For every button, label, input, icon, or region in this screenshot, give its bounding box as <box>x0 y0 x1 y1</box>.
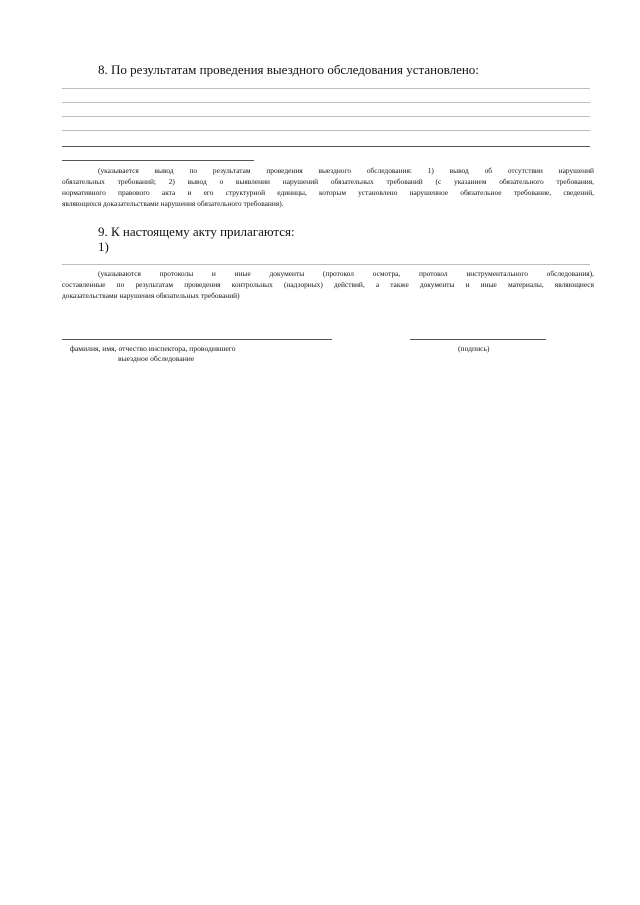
section-9-note-line-1: (указываются протоколы и иные документы (протокол осмотра, протокол инструментального обследования), <box>98 269 594 278</box>
fill-line-5[interactable] <box>62 146 590 147</box>
section-9-note-line-2: составленные по результатам проведения контрольных (надзорных) действий, а также документы и иные материалы, являющиеся <box>62 280 594 289</box>
section-8-note-line-1: (указывается вывод по результатам проведения выездного обследования: 1) вывод об отсутствии нарушений <box>98 166 594 175</box>
inspector-name-caption-line-2: выездное обследование <box>118 354 195 363</box>
fill-line-2[interactable] <box>62 102 590 103</box>
attachment-item-1-number: 1) <box>98 239 109 254</box>
section-8-note-line-3: нормативного правового акта и его структурной единицы, которым установлено нарушенное обязательное требование, сведений, <box>62 188 594 197</box>
signature-caption: (подпись) <box>458 344 490 353</box>
section-9-heading: 9. К настоящему акту прилагаются: <box>98 224 295 239</box>
signature-line[interactable] <box>410 339 546 340</box>
attachments-fill-line[interactable] <box>62 264 590 265</box>
section-8-note <box>62 165 594 209</box>
inspector-name-caption-line-1: фамилия, имя, отчество инспектора, проводившего <box>70 344 236 353</box>
fill-line-1[interactable] <box>62 88 590 89</box>
footnote-separator <box>62 160 254 161</box>
fill-line-3[interactable] <box>62 116 590 117</box>
inspector-name-line[interactable] <box>62 339 332 340</box>
section-8-heading: 8. По результатам проведения выездного обследования установлено: <box>98 62 479 77</box>
fill-line-4[interactable] <box>62 130 590 131</box>
section-9-note <box>62 268 594 301</box>
section-9-note-line-3: доказательствами нарушения обязательных требований) <box>62 291 240 300</box>
section-8-note-line-4: являющихся доказательствами нарушения обязательного требования). <box>62 199 284 208</box>
section-8-note-line-2: обязательных требований; 2) вывод о выявлении нарушений обязательных требований (с указанием обязательного требования, <box>62 177 594 186</box>
